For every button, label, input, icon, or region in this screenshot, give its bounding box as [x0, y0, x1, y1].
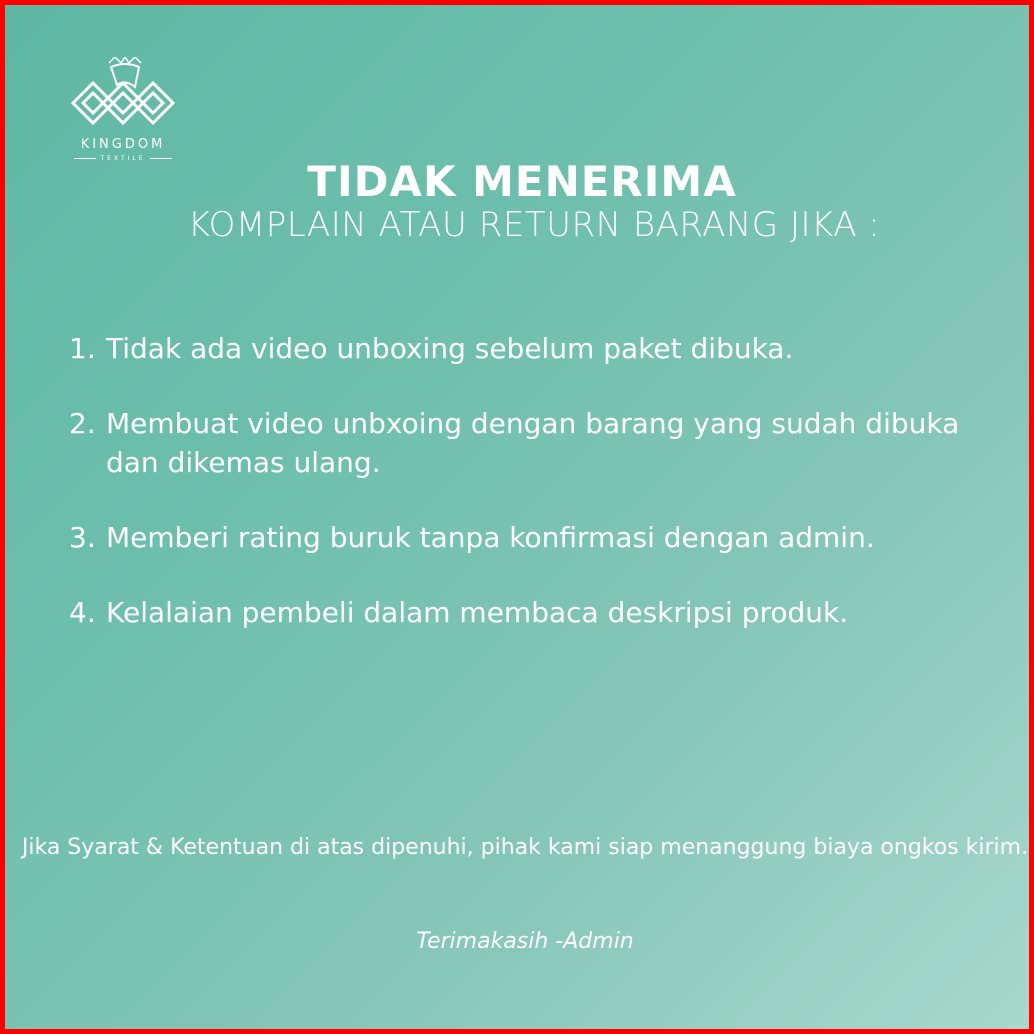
kingdom-crown-knot-icon: [69, 57, 177, 135]
signature: Terimakasih -Admin: [416, 929, 634, 954]
item-number: 3.: [69, 521, 96, 554]
list-item: [69, 329, 969, 368]
item-number: 4.: [69, 596, 96, 629]
item-text: Kelalaian pembeli dalam membaca deskripsi produk.: [106, 596, 849, 629]
page-title: TIDAK MENERIMA: [307, 157, 737, 206]
footer-note: Jika Syarat & Ketentuan di atas dipenuhi, pihak kami siap menanggung biaya ongkos kirim.: [21, 835, 1029, 860]
brand-logo: [63, 57, 183, 165]
list-item: [69, 404, 969, 482]
item-number: 2.: [69, 407, 96, 440]
list-item: [69, 593, 969, 632]
list-item: [69, 518, 969, 557]
logo-wordmark: KINGDOM: [80, 137, 166, 152]
rules-list: [69, 329, 969, 632]
logo-subtitle: TEXTILE: [63, 155, 183, 162]
item-text: Tidak ada video unboxing sebelum paket dibuka.: [106, 332, 794, 365]
item-text: Memberi rating buruk tanpa konfirmasi dengan admin.: [106, 521, 875, 554]
item-number: 1.: [69, 332, 96, 365]
item-text: Membuat video unbxoing dengan barang yang sudah dibuka dan dikemas ulang.: [106, 407, 960, 479]
page-subtitle: KOMPLAIN ATAU RETURN BARANG JIKA :: [187, 205, 881, 245]
